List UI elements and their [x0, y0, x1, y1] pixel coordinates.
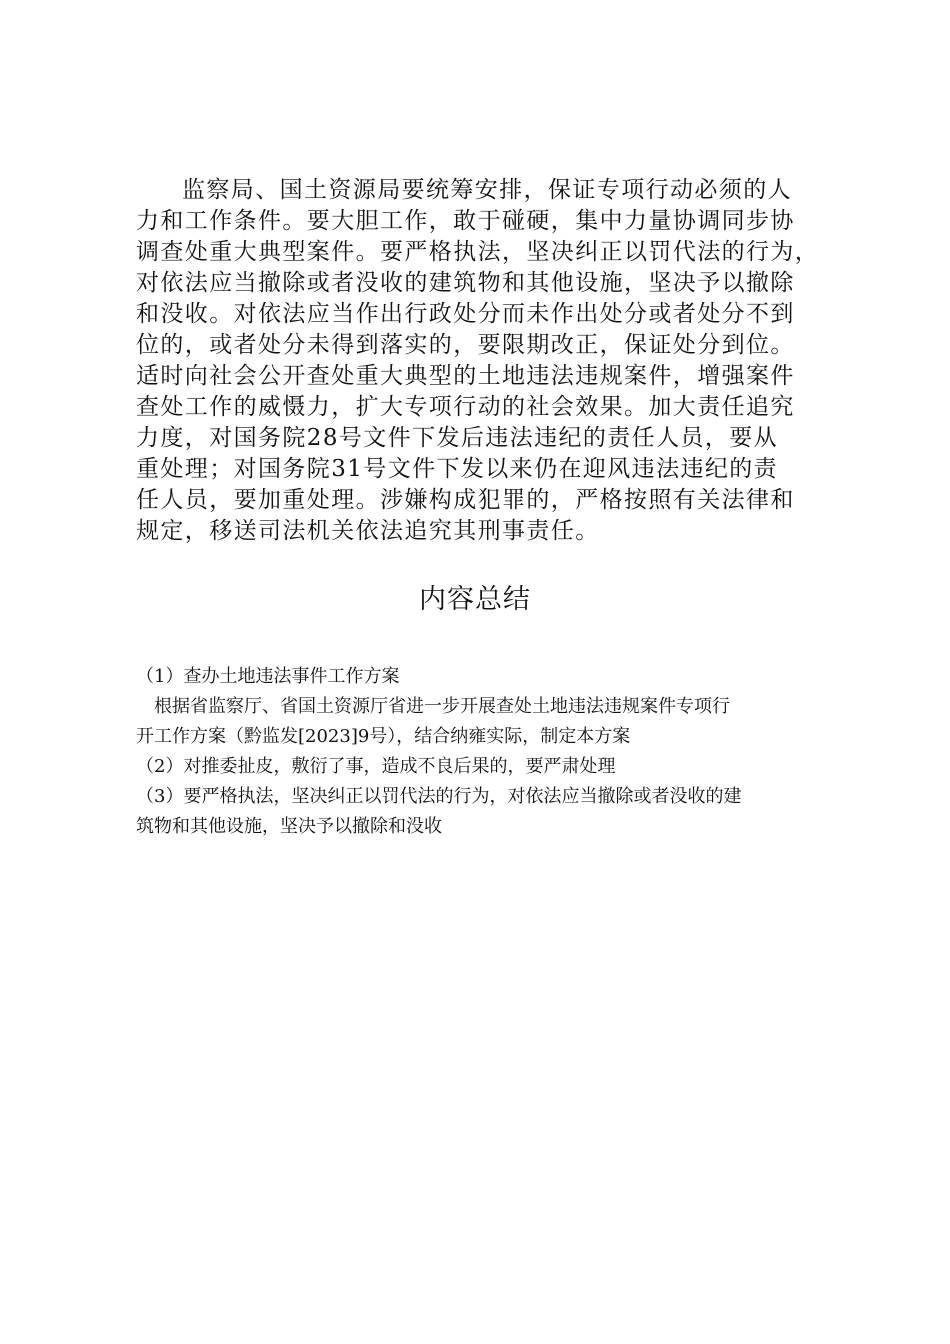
body-line: 监察局、国土资源局要统筹安排，保证专项行动必须的人: [182, 177, 792, 203]
body-line: 任人员，要加重处理。涉嫌构成犯罪的，严格按照有关法律和: [136, 487, 795, 513]
summary-item: （3）要严格执法，坚决纠正以罚代法的行为，对依法应当撤除或者没收的建: [136, 786, 742, 807]
summary-item: 筑物和其他设施，坚决予以撤除和没收: [136, 816, 442, 837]
body-line: 力和工作条件。要大胆工作，敢于碰硬，集中力量协调同步协: [136, 208, 795, 234]
body-line: 位的，或者处分未得到落实的，要限期改正，保证处分到位。: [136, 332, 795, 358]
body-line: 和没收。对依法应当作出行政处分而未作出处分或者处分不到: [136, 301, 795, 327]
summary-item: 开工作方案（黔监发[2023]9号），结合纳雍实际，制定本方案: [136, 726, 631, 747]
summary-heading: 内容总结: [419, 584, 531, 615]
body-paragraph: [136, 175, 836, 547]
body-line: 查处工作的威慑力，扩大专项行动的社会效果。加大责任追究: [136, 394, 795, 420]
body-line: 规定，移送司法机关依法追究其刑事责任。: [136, 518, 600, 544]
summary-item: （1）查办土地违法事件工作方案: [136, 666, 400, 687]
summary-item: （2）对推委扯皮，敷衍了事，造成不良后果的，要严肃处理: [136, 756, 616, 777]
summary-list: [136, 662, 836, 842]
body-line: 重处理；对国务院31号文件下发以来仍在迎风违法违纪的责: [136, 456, 779, 482]
body-line: 力度，对国务院28号文件下发后违法违纪的责任人员，要从: [136, 425, 779, 451]
body-line: 适时向社会公开查处重大典型的土地违法违规案件，增强案件: [136, 363, 795, 389]
body-line: 对依法应当撤除或者没收的建筑物和其他设施，坚决予以撤除: [136, 270, 795, 296]
summary-item: 根据省监察厅、省国土资源厅省进一步开展查处土地违法违规案件专项行: [154, 696, 730, 717]
body-line: 调查处重大典型案件。要严格执法，坚决纠正以罚代法的行为，: [136, 239, 820, 265]
